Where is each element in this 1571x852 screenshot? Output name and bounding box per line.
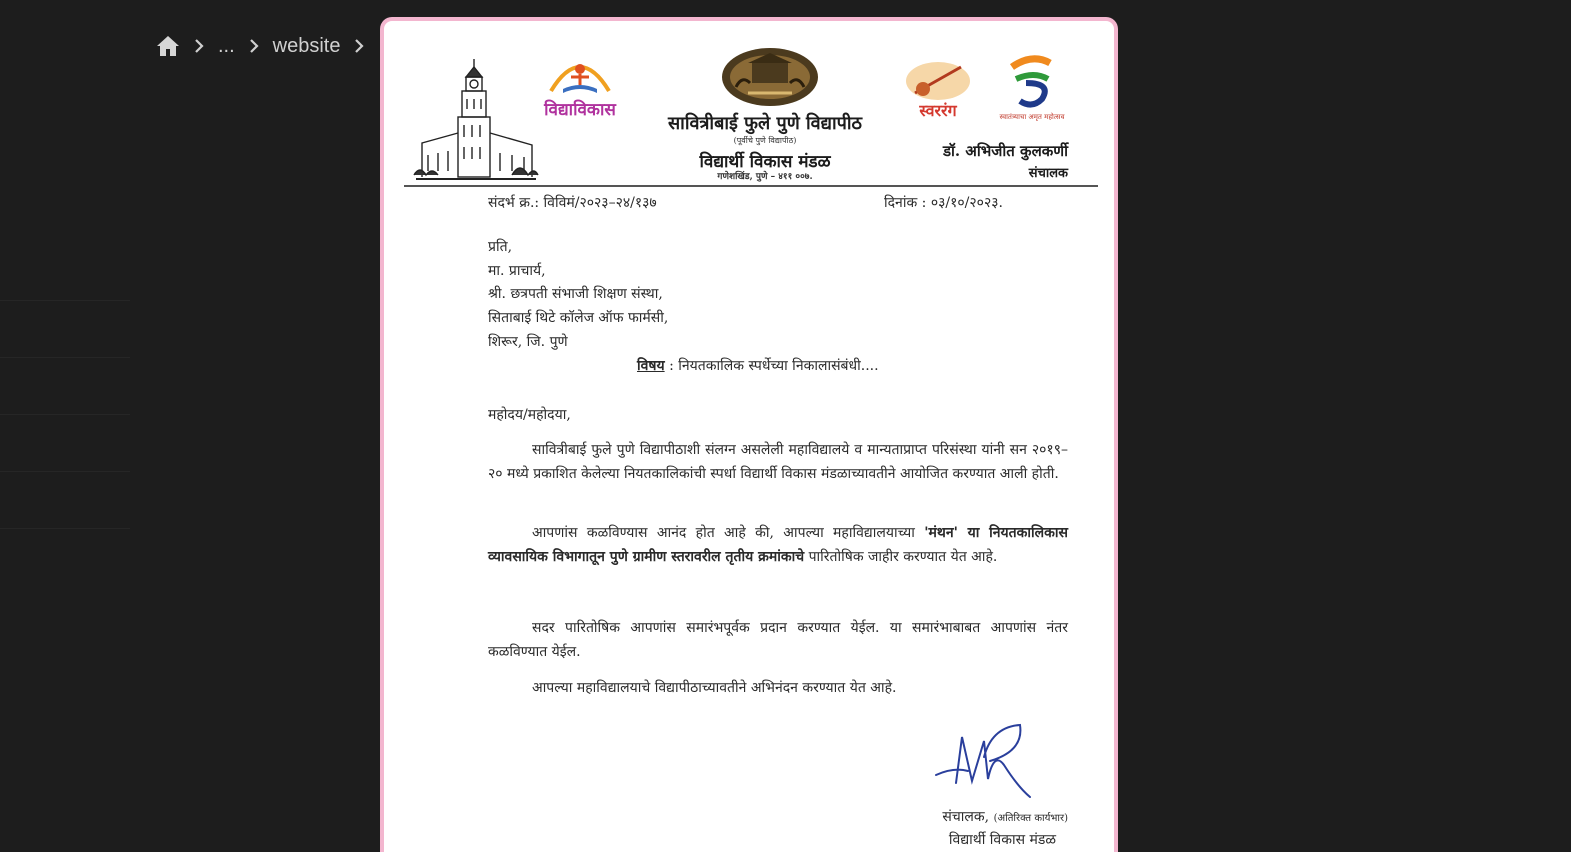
vidyavikas-logo-text: विद्याविकास: [544, 100, 616, 120]
amrut-mahotsav-logo: [984, 53, 1080, 122]
signatory-title-note: (अतिरिक्त कार्यभार): [993, 813, 1068, 824]
document-viewer[interactable]: [380, 17, 1118, 852]
para2-highlight: 'मंथन' या नियतकालिकास व्यावसायिक विभागातून पुणे ग्रामीण स्तरावरील तृतीय क्रमांकाचे: [488, 525, 1068, 565]
signatory-title: [904, 807, 1068, 826]
body-paragraph-4: आपल्या महाविद्यालयाचे विद्यापीठाच्यावतीने अभिनंदन करण्यात येत आहे.: [532, 680, 897, 696]
chevron-right-icon: [354, 38, 364, 54]
chevron-right-icon: [249, 38, 259, 54]
breadcrumb-website[interactable]: website: [272, 34, 341, 57]
subject-line: [637, 356, 879, 375]
university-subtitle: (पूर्वीचे पुणे विद्यापीठ): [733, 136, 797, 145]
recipient-line: प्रति,: [488, 239, 513, 255]
sitar-icon: [903, 57, 973, 101]
university-seal-icon: [718, 45, 822, 109]
body-paragraph-1: सावित्रीबाई फुले पुणे विद्यापीठाशी संलग्न असलेली महाविद्यालये व मान्यताप्राप्त परिसंस्था यांनी सन २०१९–२० मध्ये प्रकाशित केलेल्या नियतकालिकांची स्पर्धा विद्यार्थी विकास मंडळाच्यावतीने आयोजित करण्यात आली होती.: [488, 442, 1068, 482]
vidyavikas-logo: [536, 51, 624, 120]
para2-start: आपणांस कळविण्यास आनंद होत आहे की, आपल्या महाविद्यालयाच्या: [532, 525, 925, 541]
letterhead-divider: [404, 185, 1098, 187]
signatory-title-text: संचालक,: [942, 809, 990, 825]
recipient-line: श्री. छत्रपती संभाजी शिक्षण संस्था,: [488, 286, 663, 302]
subject-text: : नियतकालिक स्पर्धेच्या निकालासंबंधी....: [669, 358, 879, 374]
university-seal: [718, 45, 822, 113]
reference-number: संदर्भ क्र.: विविमं/२०२३–२४/१३७: [488, 195, 657, 211]
body-paragraph-3: सदर पारितोषिक आपणांस समारंभपूर्वक प्रदान करण्यात येईल. या समारंभाबाबत आपणांस नंतर कळविण्यात येईल.: [488, 620, 1068, 660]
sidebar-remnants: [0, 300, 130, 585]
breadcrumb-ellipsis[interactable]: ...: [218, 34, 235, 57]
swarang-logo-text: स्वररंग: [919, 101, 957, 120]
department-name: विद्यार्थी विकास मंडळ: [699, 152, 831, 172]
letter-date: दिनांक : ०३/१०/२०२३.: [884, 195, 1003, 211]
department-address: गणेशखिंड, पुणे – ४११ ००७.: [717, 172, 813, 182]
recipient-line: मा. प्राचार्य,: [488, 263, 546, 279]
signature: [932, 721, 1042, 815]
vidyavikas-emblem-icon: [545, 51, 615, 97]
para2-end: पारितोषिक जाहीर करण्यात येत आहे.: [804, 548, 998, 565]
director-name: डॉ. अभिजीत कुलकर्णी: [943, 142, 1068, 160]
chevron-right-icon: [194, 38, 204, 54]
amrut-mahotsav-text: स्वातंत्र्याचा अमृत महोत्सव: [999, 113, 1065, 121]
handwritten-signature-icon: [932, 721, 1042, 811]
breadcrumb: [156, 30, 364, 62]
recipient-line: सिताबाई थिटे कॉलेज ऑफ फार्मसी,: [488, 310, 669, 326]
university-name: सावित्रीबाई फुले पुणे विद्यापीठ: [667, 113, 862, 134]
swarang-logo: [902, 57, 974, 121]
breadcrumb-home[interactable]: [156, 35, 180, 57]
signatory-organisation: विद्यार्थी विकास मंडळ: [948, 832, 1056, 848]
university-building-logo: [412, 55, 540, 187]
amrut-mahotsav-icon: [1002, 53, 1062, 111]
subject-label: विषय: [637, 358, 665, 374]
recipient-line: शिरूर, जि. पुणे: [488, 334, 568, 350]
director-title: संचालक: [1028, 166, 1068, 181]
home-icon: [156, 35, 180, 57]
body-paragraph-2: [488, 522, 1068, 569]
salutation: महोदय/महोदया,: [488, 407, 571, 423]
